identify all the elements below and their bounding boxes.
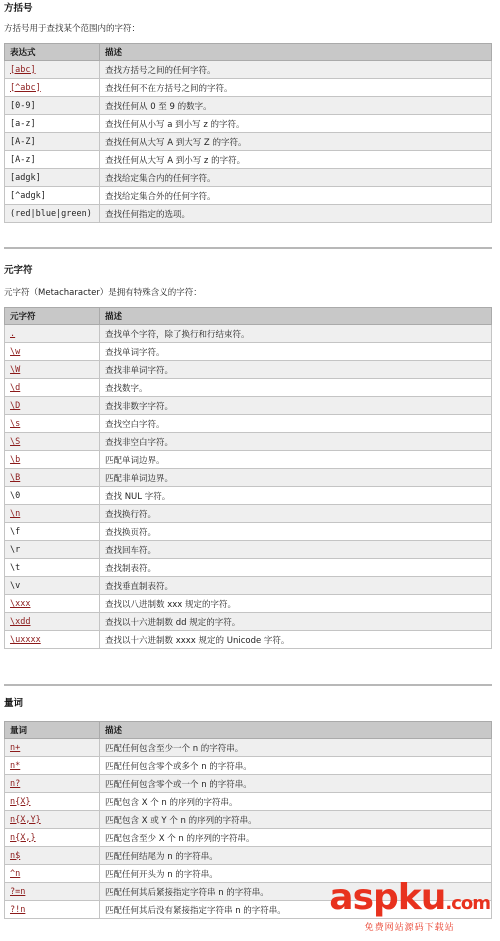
description-cell: 查找任何指定的选项。 xyxy=(100,205,492,223)
description-cell: 查找数字。 xyxy=(100,379,492,397)
expression-cell: \v xyxy=(5,577,100,595)
expression-cell: [A-Z] xyxy=(5,133,100,151)
expression-link[interactable]: \D xyxy=(5,397,100,415)
table-row xyxy=(5,97,492,115)
table-row xyxy=(5,79,492,97)
table-row xyxy=(5,361,492,379)
description-cell: 匹配非单词边界。 xyxy=(100,469,492,487)
expression-cell: \f xyxy=(5,523,100,541)
watermark-logo xyxy=(329,877,490,922)
table-row xyxy=(5,757,492,775)
description-cell: 查找任何从大写 A 到小写 z 的字符。 xyxy=(100,151,492,169)
table-row xyxy=(5,415,492,433)
description-cell: 匹配任何其后没有紧接指定字符串 n 的字符串。 xyxy=(100,901,492,919)
column-header-quantifier: 量词 xyxy=(5,722,100,739)
expression-link[interactable]: n? xyxy=(5,775,100,793)
description-cell: 匹配任何包含至少一个 n 的字符串。 xyxy=(100,739,492,757)
brackets-section xyxy=(4,2,492,223)
column-header-description: 描述 xyxy=(100,722,492,739)
table-row xyxy=(5,469,492,487)
description-cell: 查找以八进制数 xxx 规定的字符。 xyxy=(100,595,492,613)
expression-cell: \0 xyxy=(5,487,100,505)
table-row xyxy=(5,397,492,415)
table-row xyxy=(5,61,492,79)
description-cell: 匹配包含 X 个 n 的序列的字符串。 xyxy=(100,793,492,811)
description-cell: 查找给定集合外的任何字符。 xyxy=(100,187,492,205)
table-row xyxy=(5,829,492,847)
table-row xyxy=(5,739,492,757)
description-cell: 查找任何从大写 A 到大写 Z 的字符。 xyxy=(100,133,492,151)
expression-link[interactable]: n$ xyxy=(5,847,100,865)
expression-link[interactable]: \xdd xyxy=(5,613,100,631)
table-row xyxy=(5,169,492,187)
expression-link[interactable]: [abc] xyxy=(5,61,100,79)
expression-link[interactable]: n+ xyxy=(5,739,100,757)
table-row xyxy=(5,205,492,223)
expression-cell: [^adgk] xyxy=(5,187,100,205)
expression-link[interactable]: ?=n xyxy=(5,883,100,901)
brackets-intro: 方括号用于查找某个范围内的字符： xyxy=(4,24,141,34)
column-header-expression: 表达式 xyxy=(5,44,100,61)
metachars-rows xyxy=(5,325,492,649)
expression-link[interactable]: \W xyxy=(5,361,100,379)
description-cell: 查找 NUL 字符。 xyxy=(100,487,492,505)
expression-link[interactable]: \b xyxy=(5,451,100,469)
expression-cell: \r xyxy=(5,541,100,559)
description-cell: 匹配单词边界。 xyxy=(100,451,492,469)
table-row xyxy=(5,541,492,559)
table-row xyxy=(5,187,492,205)
column-header-description: 描述 xyxy=(100,308,492,325)
description-cell: 查找任何从 0 至 9 的数字。 xyxy=(100,97,492,115)
table-row xyxy=(5,775,492,793)
description-cell: 匹配包含 X 或 Y 个 n 的序列的字符串。 xyxy=(100,811,492,829)
site-watermark xyxy=(329,877,490,933)
description-cell: 查找非数字字符。 xyxy=(100,397,492,415)
expression-link[interactable]: [^abc] xyxy=(5,79,100,97)
metachars-title: 元字符 xyxy=(4,265,33,276)
table-row xyxy=(5,433,492,451)
expression-cell: [0-9] xyxy=(5,97,100,115)
brackets-rows xyxy=(5,61,492,223)
description-cell: 查找垂直制表符。 xyxy=(100,577,492,595)
expression-link[interactable]: \S xyxy=(5,433,100,451)
table-row xyxy=(5,451,492,469)
table-row xyxy=(5,379,492,397)
description-cell: 查找任何从小写 a 到小写 z 的字符。 xyxy=(100,115,492,133)
table-row xyxy=(5,559,492,577)
table-row xyxy=(5,487,492,505)
table-row xyxy=(5,613,492,631)
expression-cell: [a-z] xyxy=(5,115,100,133)
expression-link[interactable]: \uxxxx xyxy=(5,631,100,649)
description-cell: 查找制表符。 xyxy=(100,559,492,577)
expression-cell: [A-z] xyxy=(5,151,100,169)
description-cell: 查找任何不在方括号之间的字符。 xyxy=(100,79,492,97)
metachars-section xyxy=(4,264,492,649)
description-cell: 查找单个字符，除了换行和行结束符。 xyxy=(100,325,492,343)
description-cell: 查找给定集合内的任何字符。 xyxy=(100,169,492,187)
description-cell: 查找非单词字符。 xyxy=(100,361,492,379)
expression-link[interactable]: ?!n xyxy=(5,901,100,919)
expression-link[interactable]: n{X} xyxy=(5,793,100,811)
watermark-logo-b: ku xyxy=(397,877,446,918)
description-cell: 查找非空白字符。 xyxy=(100,433,492,451)
expression-link[interactable]: n{X,Y} xyxy=(5,811,100,829)
quantifiers-title: 量词 xyxy=(4,698,24,709)
section-divider xyxy=(4,247,492,249)
brackets-table xyxy=(4,43,492,223)
table-row xyxy=(5,115,492,133)
expression-link[interactable]: \w xyxy=(5,343,100,361)
expression-cell: (red|blue|green) xyxy=(5,205,100,223)
expression-link[interactable]: . xyxy=(5,325,100,343)
table-header-row xyxy=(5,722,492,739)
column-header-metachar: 元字符 xyxy=(5,308,100,325)
table-row xyxy=(5,847,492,865)
description-cell: 查找方括号之间的任何字符。 xyxy=(100,61,492,79)
description-cell: 查找空白字符。 xyxy=(100,415,492,433)
expression-link[interactable]: \d xyxy=(5,379,100,397)
brackets-title: 方括号 xyxy=(4,3,33,14)
expression-link[interactable]: \n xyxy=(5,505,100,523)
expression-link[interactable]: n{X,} xyxy=(5,829,100,847)
table-row xyxy=(5,523,492,541)
table-row xyxy=(5,505,492,523)
table-row xyxy=(5,151,492,169)
expression-link[interactable]: \B xyxy=(5,469,100,487)
expression-link[interactable]: n* xyxy=(5,757,100,775)
description-cell: 查找回车符。 xyxy=(100,541,492,559)
expression-link[interactable]: \s xyxy=(5,415,100,433)
column-header-description: 描述 xyxy=(100,44,492,61)
table-row xyxy=(5,577,492,595)
metachars-table xyxy=(4,307,492,649)
description-cell: 匹配任何开头为 n 的字符串。 xyxy=(100,865,492,883)
table-row xyxy=(5,631,492,649)
expression-link[interactable]: ^n xyxy=(5,865,100,883)
metachars-intro: 元字符（Metacharacter）是拥有特殊含义的字符： xyxy=(4,288,202,298)
table-header-row xyxy=(5,44,492,61)
description-cell: 查找单词字符。 xyxy=(100,343,492,361)
description-cell: 匹配任何包含零个或多个 n 的字符串。 xyxy=(100,757,492,775)
section-divider xyxy=(4,684,492,686)
table-header-row xyxy=(5,308,492,325)
watermark-logo-a: asp xyxy=(329,877,398,918)
expression-cell: [adgk] xyxy=(5,169,100,187)
table-row xyxy=(5,811,492,829)
description-cell: 匹配包含至少 X 个 n 的序列的字符串。 xyxy=(100,829,492,847)
table-row xyxy=(5,343,492,361)
table-row xyxy=(5,325,492,343)
description-cell: 匹配任何其后紧接指定字符串 n 的字符串。 xyxy=(100,883,492,901)
description-cell: 匹配任何结尾为 n 的字符串。 xyxy=(100,847,492,865)
description-cell: 查找以十六进制数 dd 规定的字符。 xyxy=(100,613,492,631)
table-row xyxy=(5,793,492,811)
table-row xyxy=(5,133,492,151)
watermark-logo-c: .com xyxy=(445,893,490,914)
expression-cell: \t xyxy=(5,559,100,577)
expression-link[interactable]: \xxx xyxy=(5,595,100,613)
table-row xyxy=(5,595,492,613)
description-cell: 匹配任何包含零个或一个 n 的字符串。 xyxy=(100,775,492,793)
description-cell: 查找以十六进制数 xxxx 规定的 Unicode 字符。 xyxy=(100,631,492,649)
description-cell: 查找换页符。 xyxy=(100,523,492,541)
watermark-subtitle: 免费网站源码下载站 xyxy=(364,923,455,933)
description-cell: 查找换行符。 xyxy=(100,505,492,523)
